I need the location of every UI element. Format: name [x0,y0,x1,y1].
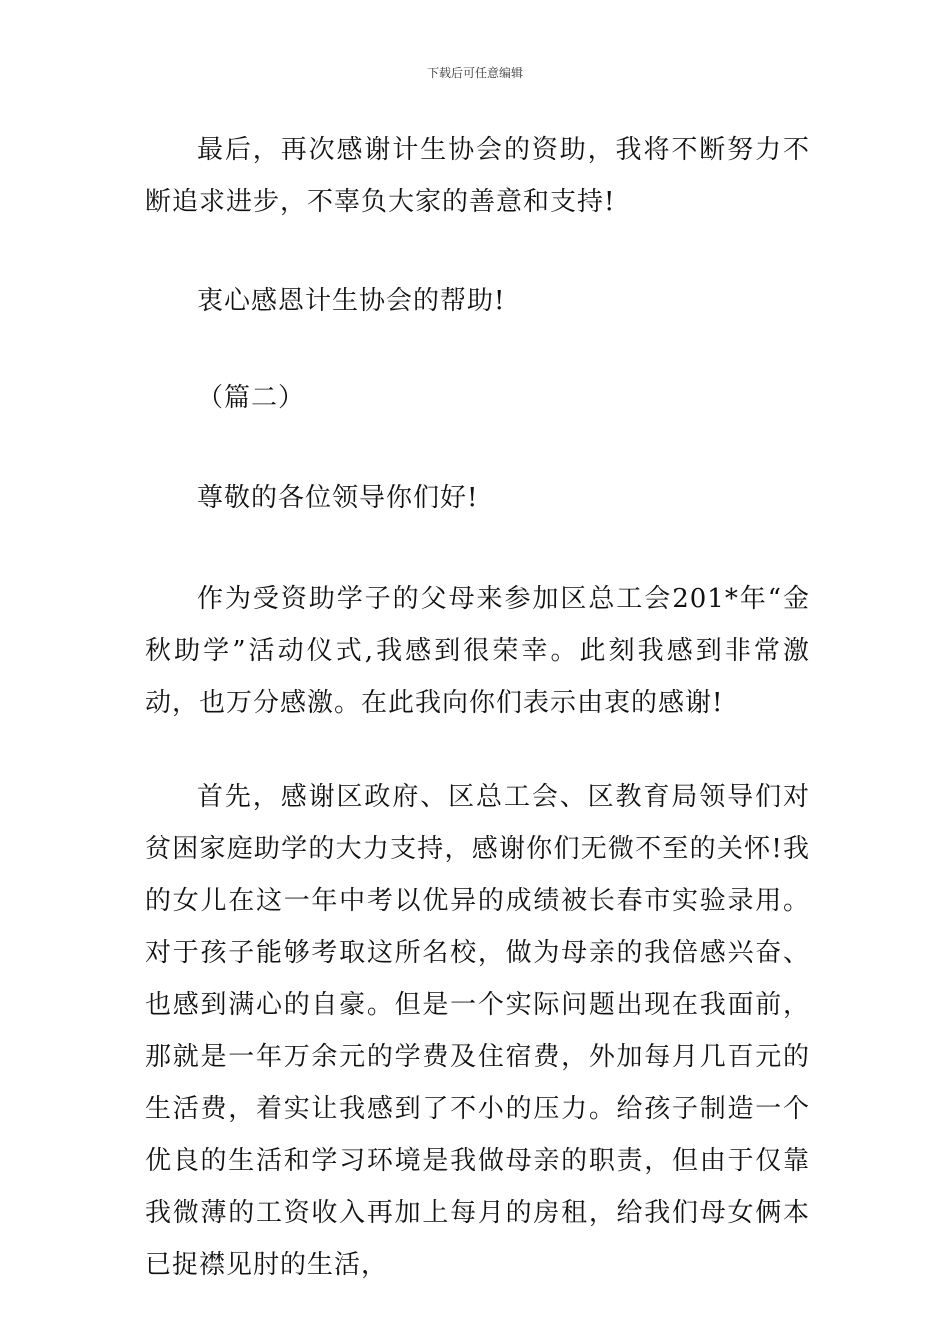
section-heading [145,372,810,424]
paragraph-gratitude [145,275,810,327]
paragraph-closing-thanks [145,124,810,228]
paragraph-text: 衷心感恩计生协会的帮助! [197,286,506,316]
paragraph-text: 最后，再次感谢计生协会的资助，我将不断努力不断追求进步，不辜负大家的善意和支持! [145,135,810,217]
paragraph-text: 首先，感谢区政府、区总工会、区教育局领导们对贫困家庭助学的大力支持，感谢你们无微不至的关怀!我的女儿在这一年中考以优异的成绩被长春市实验录用。对于孩子能够考取这所名校，做为母亲的我倍感兴奋、也感到满心的自豪。但是一个实际问题出现在我面前，那就是一年万余元的学费及住宿费，外加每月几百元的生活费，着实让我感到了不小的压力。给孩子制造一个优良的生活和学习环境是我做母亲的职责，但由于仅靠我微薄的工资收入再加上每月的房租，给我们母女俩本已捉襟见肘的生活， [145,782,810,1280]
page-header: 下载后可任意编辑 [426,66,523,80]
paragraph-introduction [145,573,810,729]
salutation-text: 尊敬的各位领导你们好! [197,483,479,513]
paragraph-text: 作为受资助学子的父母来参加区总工会201*年“金秋助学”活动仪式,我感到很荣幸。此刻我感到非常激动，也万分感激。在此我向你们表示由衷的感谢! [145,584,810,718]
paragraph-main [145,771,810,1291]
salutation [145,472,810,524]
section-heading-text: （篇二） [197,383,306,413]
